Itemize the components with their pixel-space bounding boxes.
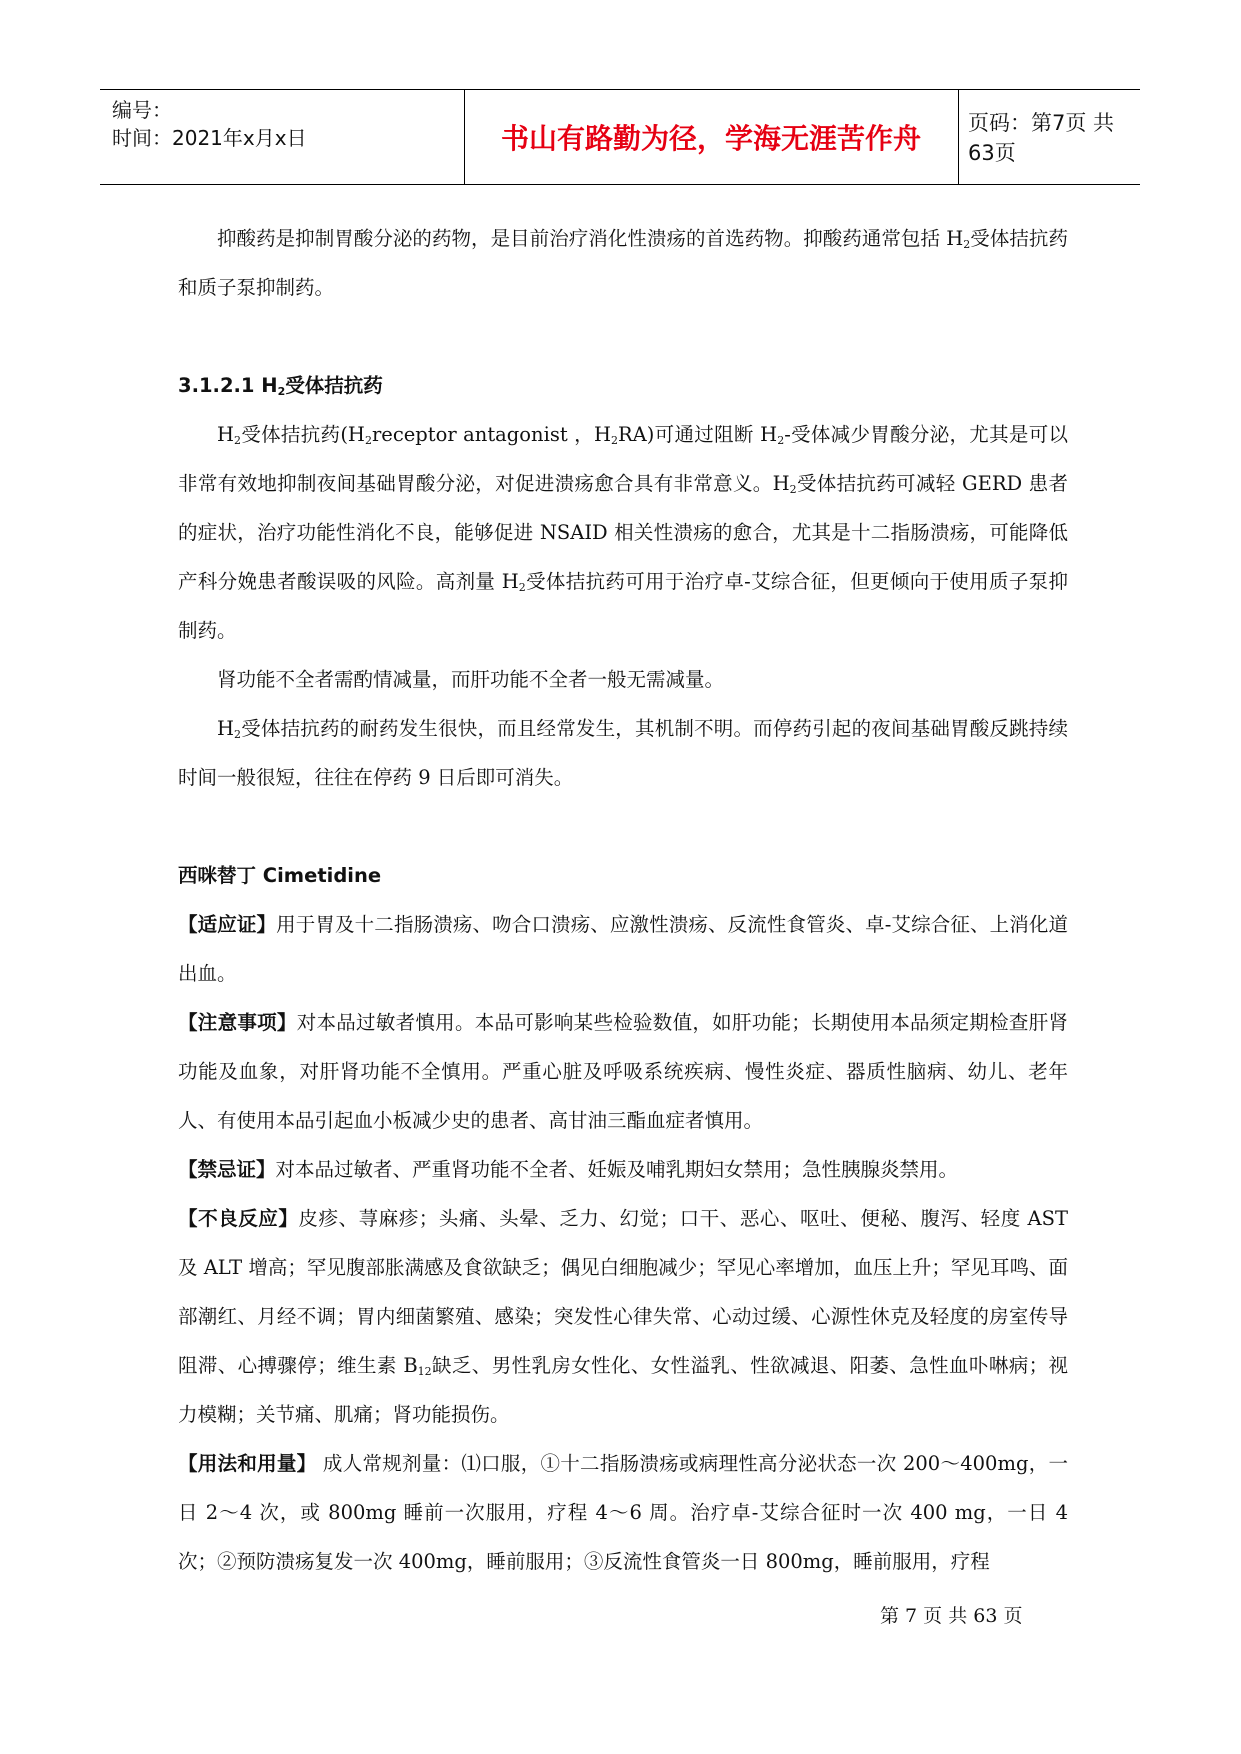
intro-paragraph	[178, 214, 1068, 312]
precautions-text: 对本品过敏者慎用。本品可影响某些检验数值，如肝功能；长期使用本品须定期检查肝肾功能及血象，对肝肾功能不全慎用。严重心脏及呼吸系统疾病、慢性炎症、器质性脑病、幼儿、老年人、有使用本品引起血小板减少史的患者、高甘油三酯血症者慎用。	[178, 1011, 1068, 1132]
adverse-text-b: 缺乏、男性乳房女性化、女性溢乳、性欲减退、阳萎、急性血卟啉病；视力模糊；关节痛、肌痛；肾功能损伤。	[178, 1354, 1068, 1426]
text: 受体拮抗药可减轻 GERD 患者的症状，治疗功能性消化不良，能够促进 NSAID 相关性溃疡的愈合，尤其是十二指肠溃疡，可能降低产科分娩患者酸误吸的风险。高剂量 H	[178, 472, 1068, 593]
indications-text: 用于胃及十二指肠溃疡、吻合口溃疡、应激性溃疡、反流性食管炎、卓-艾综合征、上消化道出血。	[178, 913, 1068, 985]
subscript: 2	[234, 728, 242, 741]
document-header	[100, 89, 1140, 185]
text: 受体拮抗药(H	[241, 423, 365, 446]
precautions-label: 【注意事项】	[178, 1011, 297, 1034]
adverse-text-a: 皮疹、荨麻疹；头痛、头晕、乏力、幻觉；口干、恶心、呕吐、便秘、腹泻、轻度 AST 及 ALT 增高；罕见腹部胀满感及食欲缺乏；偶见白细胞减少；罕见心率增加，血压上升；罕见耳鸣、面部潮红、月经不调；胃内细菌繁殖、感染；突发性心律失常、心动过缓、心源性休克及轻度的房室传导阻滞、心搏骤停；维生素 B	[178, 1207, 1068, 1377]
text: -受体减少胃酸分泌，尤其是可以非常有效地抑制夜间基础胃酸分泌，对促进溃疡愈合具有非常意义。H	[178, 423, 1069, 495]
document-date: 时间：2021年x月x日	[112, 126, 307, 150]
subscript: 2	[963, 238, 971, 251]
subscript: 2	[610, 434, 618, 447]
text: RA)可通过阻断 H	[617, 423, 778, 446]
header-meta	[112, 96, 464, 152]
subscript: 2	[518, 581, 526, 594]
precautions-paragraph	[178, 998, 1068, 1145]
text: H	[217, 717, 235, 740]
dosage-label: 【用法和用量】	[178, 1452, 317, 1475]
section-heading	[178, 361, 1068, 410]
header-divider-right	[958, 90, 959, 184]
intro-text-b: 受体拮抗药和质子泵抑制药。	[178, 227, 1068, 299]
heading-text-b: 受体拮抗药	[285, 374, 383, 397]
heading-text-a: 3.1.2.1 H	[178, 374, 278, 397]
contraindications-text: 对本品过敏者、严重肾功能不全者、妊娠及哺乳期妇女禁用；急性胰腺炎禁用。	[275, 1158, 959, 1181]
indications-label: 【适应证】	[178, 913, 277, 936]
dosage-paragraph	[178, 1439, 1068, 1586]
h2ra-description-paragraph	[178, 410, 1068, 655]
tolerance-paragraph	[178, 704, 1068, 802]
header-divider-left	[464, 90, 465, 184]
indications-paragraph	[178, 900, 1068, 998]
header-page-number: 页码：第7页 共63页	[968, 111, 1115, 165]
intro-text-a: 抑酸药是抑制胃酸分泌的药物，是目前治疗消化性溃疡的首选药物。抑酸药通常包括 H	[217, 227, 964, 250]
page-footer: 第 7 页 共 63 页	[880, 1605, 1023, 1627]
text: receptor antagonist ，H	[371, 423, 611, 446]
document-number-label: 编号：	[112, 98, 172, 122]
spacer	[178, 312, 1068, 361]
dose-adjustment-paragraph: 肾功能不全者需酌情减量，而肝功能不全者一般无需减量。	[217, 668, 725, 691]
subscript: 12	[417, 1365, 432, 1378]
subscript: 2	[364, 434, 372, 447]
dosage-text: 成人常规剂量：⑴口服，①十二指肠溃疡或病理性高分泌状态一次 200～400mg，一日 2～4 次，或 800mg 睡前一次服用，疗程 4～6 周。治疗卓-艾综合征时一次 400 mg，一日 4 次；②预防溃疡复发一次 400mg，睡前服用；③反流性食管炎一日 800mg，睡前服用，疗程	[178, 1452, 1068, 1573]
adverse-reactions-paragraph	[178, 1194, 1068, 1439]
text: 受体拮抗药的耐药发生很快，而且经常发生，其机制不明。而停药引起的夜间基础胃酸反跳持续时间一般很短，往往在停药 9 日后即可消失。	[178, 717, 1068, 789]
drug-title: 西咪替丁 Cimetidine	[178, 864, 382, 887]
document-body	[178, 214, 1068, 1586]
subscript: 2	[777, 434, 785, 447]
header-motto: 书山有路勤为径，学海无涯苦作舟	[500, 122, 921, 155]
subscript: 2	[789, 483, 797, 496]
contraindications-paragraph	[178, 1145, 1068, 1194]
spacer	[178, 802, 1068, 851]
subscript: 2	[234, 434, 242, 447]
adverse-reactions-label: 【不良反应】	[178, 1207, 299, 1230]
contraindications-label: 【禁忌证】	[178, 1158, 276, 1181]
subscript: 2	[277, 385, 286, 398]
text: H	[217, 423, 235, 446]
text: 受体拮抗药可用于治疗卓-艾综合征，但更倾向于使用质子泵抑制药。	[178, 570, 1068, 642]
